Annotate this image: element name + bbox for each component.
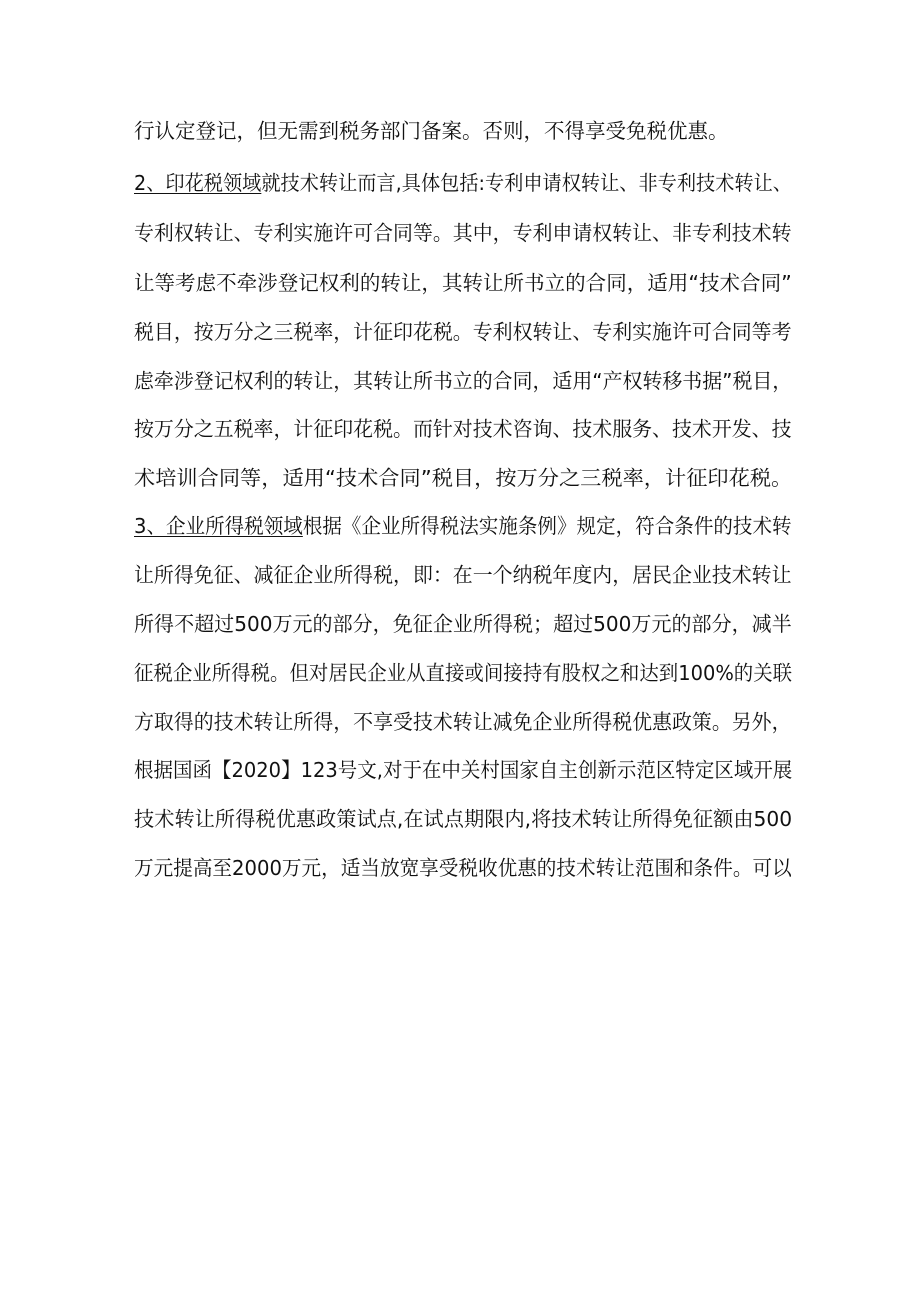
paragraph-3-line-2: 让所得免征、减征企业所得税，即：在一个纳税年度内，居民企业技术转让 bbox=[134, 563, 792, 587]
paragraph-3-line-4: 征税企业所得税。但对居民企业从直接或间接持有股权之和达到100%的关联 bbox=[134, 661, 793, 685]
section-heading-corporate-income-tax: 3、企业所得税领域 bbox=[134, 514, 303, 538]
paragraph-3-line-8: 万元提高至2000万元，适当放宽享受税收优惠的技术转让范围和条件。可以 bbox=[134, 856, 792, 880]
paragraph-1-line-1: 行认定登记，但无需到税务部门备案。否则，不得享受免税优惠。 bbox=[134, 119, 729, 143]
paragraph-2-line-4: 税目，按万分之三税率，计征印花税。专利权转让、专利实施许可合同等考 bbox=[134, 320, 792, 344]
section-heading-stamp-duty: 2、印花税领域 bbox=[134, 171, 262, 195]
paragraph-3-line-6: 根据国函【2020】123号文,对于在中关村国家自主创新示范区特定区域开展 bbox=[134, 758, 793, 782]
paragraph-3-line-1 bbox=[134, 512, 792, 540]
paragraph-2-line-5: 虑牵涉登记权利的转让，其转让所书立的合同，适用“产权转移书据”税目， bbox=[134, 369, 793, 393]
paragraph-3-line-1-text: 根据《企业所得税法实施条例》规定，符合条件的技术转 bbox=[302, 514, 792, 538]
paragraph-2-line-2: 专利权转让、专利实施许可合同等。其中，专利申请权转让、非专利技术转 bbox=[134, 221, 792, 245]
paragraph-3-line-7: 技术转让所得税优惠政策试点,在试点期限内,将技术转让所得免征额由500 bbox=[134, 807, 793, 831]
paragraph-3-line-5: 方取得的技术转让所得，不享受技术转让减免企业所得税优惠政策。另外， bbox=[134, 710, 792, 734]
paragraph-2-line-1 bbox=[134, 169, 792, 197]
paragraph-2-line-6: 按万分之五税率，计征印花税。而针对技术咨询、技术服务、技术开发、技 bbox=[134, 417, 792, 441]
paragraph-2-line-7: 术培训合同等，适用“技术合同”税目，按万分之三税率，计征印花税。 bbox=[134, 466, 793, 490]
paragraph-3-line-3: 所得不超过500万元的部分，免征企业所得税；超过500万元的部分，减半 bbox=[134, 612, 792, 636]
paragraph-2-line-3: 让等考虑不牵涉登记权利的转让，其转让所书立的合同，适用“技术合同” bbox=[134, 271, 792, 295]
paragraph-2-line-1-text: 就技术转让而言,具体包括:专利申请权转让、非专利技术转让、 bbox=[261, 171, 792, 195]
